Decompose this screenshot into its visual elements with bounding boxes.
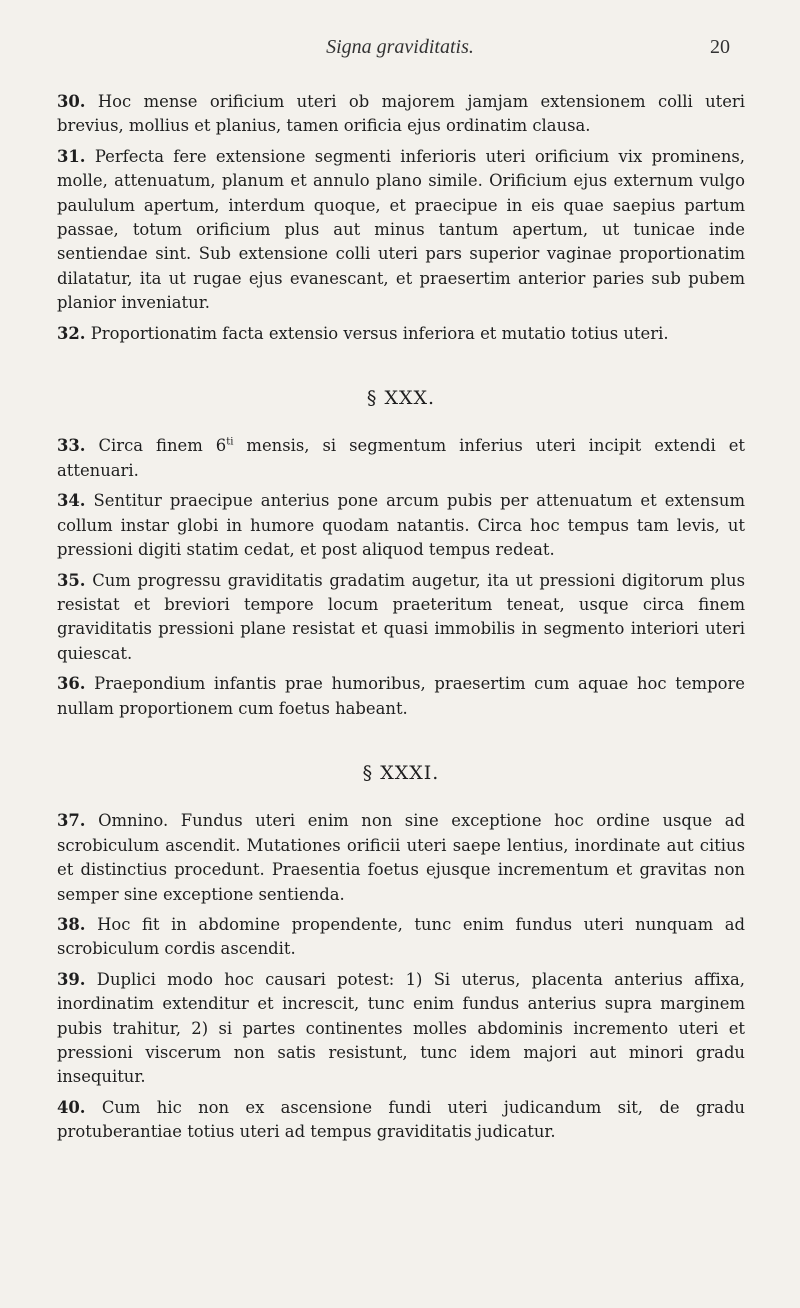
paragraph-text: Duplici modo hoc causari potest: 1) Si uterus, placenta anterius affixa, inordinatim extenditur et increscit, tunc enim fundus anterius supra marginem pubis trahitur, 2) si partes continentes molles abdominis incremento uteri et pressioni viscerum non satis resistunt, tunc idem majori aut minori gradu insequitur. [57, 969, 745, 1087]
paragraph-number: 39. [57, 969, 86, 989]
paragraph-number: 31. [57, 146, 86, 166]
paragraph-group [57, 809, 745, 1144]
paragraph [57, 322, 745, 346]
paragraph [57, 434, 745, 483]
paragraph [57, 968, 745, 1090]
paragraph-number: 32. [57, 323, 86, 343]
paragraph-text: Cum progressu graviditatis gradatim augetur, ita ut pressioni digitorum plus resistat et breviori tempore locum praeteritum teneat, usque circa finem graviditatis pressioni plane resistat et quasi immobilis in segmento interiori uteri quiescat. [57, 570, 745, 663]
running-header [0, 30, 800, 64]
paragraph-number: 40. [57, 1097, 86, 1117]
paragraph-text: Proportionatim facta extensio versus inferiora et mutatio totius uteri. [90, 323, 669, 343]
paragraph-group [57, 489, 745, 721]
paragraph [57, 672, 745, 721]
paragraph-text: Perfecta fere extensione segmenti inferioris uteri orificium vix prominens, molle, attenuatum, planum et annulo plano simile. Orificium ejus externum vulgo paululum apertum, interdum quoque, et praecipue in eis quae saepius partum passae, totum orificium plus aut minus tantum apertum, ut tunicae inde sentiendae sint. Sub extensione colli uteri pars superior vaginae proportionatim dilatatur, ita ut rugae ejus evanescant, et praesertim anterior paries sub pubem planior inveniatur. [57, 146, 745, 313]
paragraph-group [57, 90, 745, 346]
paragraph-text-end: mensis, si segmentum inferius uteri incipit extendi et attenuari. [57, 436, 745, 480]
paragraph-text: Omnino. Fundus uteri enim non sine exceptione hoc ordine usque ad scrobiculum ascendit. Mutationes orificii uteri saepe lentius, inordinate aut citius et distinctius procedunt. Praesentia foetus ejusque incrementum et gravitas non semper sine exceptione sentienda. [57, 811, 745, 904]
page-number: 20 [710, 36, 730, 58]
text-body [57, 90, 745, 1151]
paragraph [57, 145, 745, 316]
paragraph [57, 90, 745, 139]
paragraph-text: Hoc fit in abdomine propendente, tunc enim fundus uteri nunquam ad scrobiculum cordis ascendit. [57, 914, 745, 959]
paragraph-text: Hoc mense orificium uteri ob majorem jamjam extensionem colli uteri brevius, mollius et planius, tamen orificia ejus ordinatim clausa. [57, 92, 745, 136]
paragraph-number: 34. [57, 491, 86, 511]
paragraph [57, 809, 745, 907]
superscript: ti [226, 437, 234, 448]
paragraph-number: 37. [57, 811, 86, 831]
section-heading: § XXXI. [362, 761, 440, 784]
paragraph [57, 569, 745, 667]
paragraph-text: Sentitur praecipue anterius pone arcum pubis per attenuatum et extensum collum instar globi in humore quodam natantis. Circa hoc tempus tam levis, ut pressioni digiti statim cedat, et post aliquod tempus redeat. [57, 491, 745, 560]
paragraph-number: 36. [57, 674, 86, 694]
paragraph-number: 30. [57, 92, 86, 111]
running-title: Signa graviditatis. [326, 36, 474, 58]
paragraph-number: 33. [57, 436, 86, 456]
paragraph-number: 38. [57, 914, 86, 934]
paragraph-text: Praepondium infantis prae humoribus, praesertim cum aquae hoc tempore nullam proportionem cum foetus habeant. [57, 674, 745, 718]
paragraph [57, 1096, 745, 1145]
paragraph-text-start: Circa finem 6 [98, 436, 227, 456]
paragraph [57, 913, 745, 962]
paragraph [57, 489, 745, 562]
paragraph-number: 35. [57, 570, 86, 590]
paragraph-text: Cum hic non ex ascensione fundi uteri judicandum sit, de gradu protuberantiae totius uteri ad tempus graviditatis judicatur. [57, 1097, 745, 1142]
section-heading: § XXX. [366, 387, 436, 410]
